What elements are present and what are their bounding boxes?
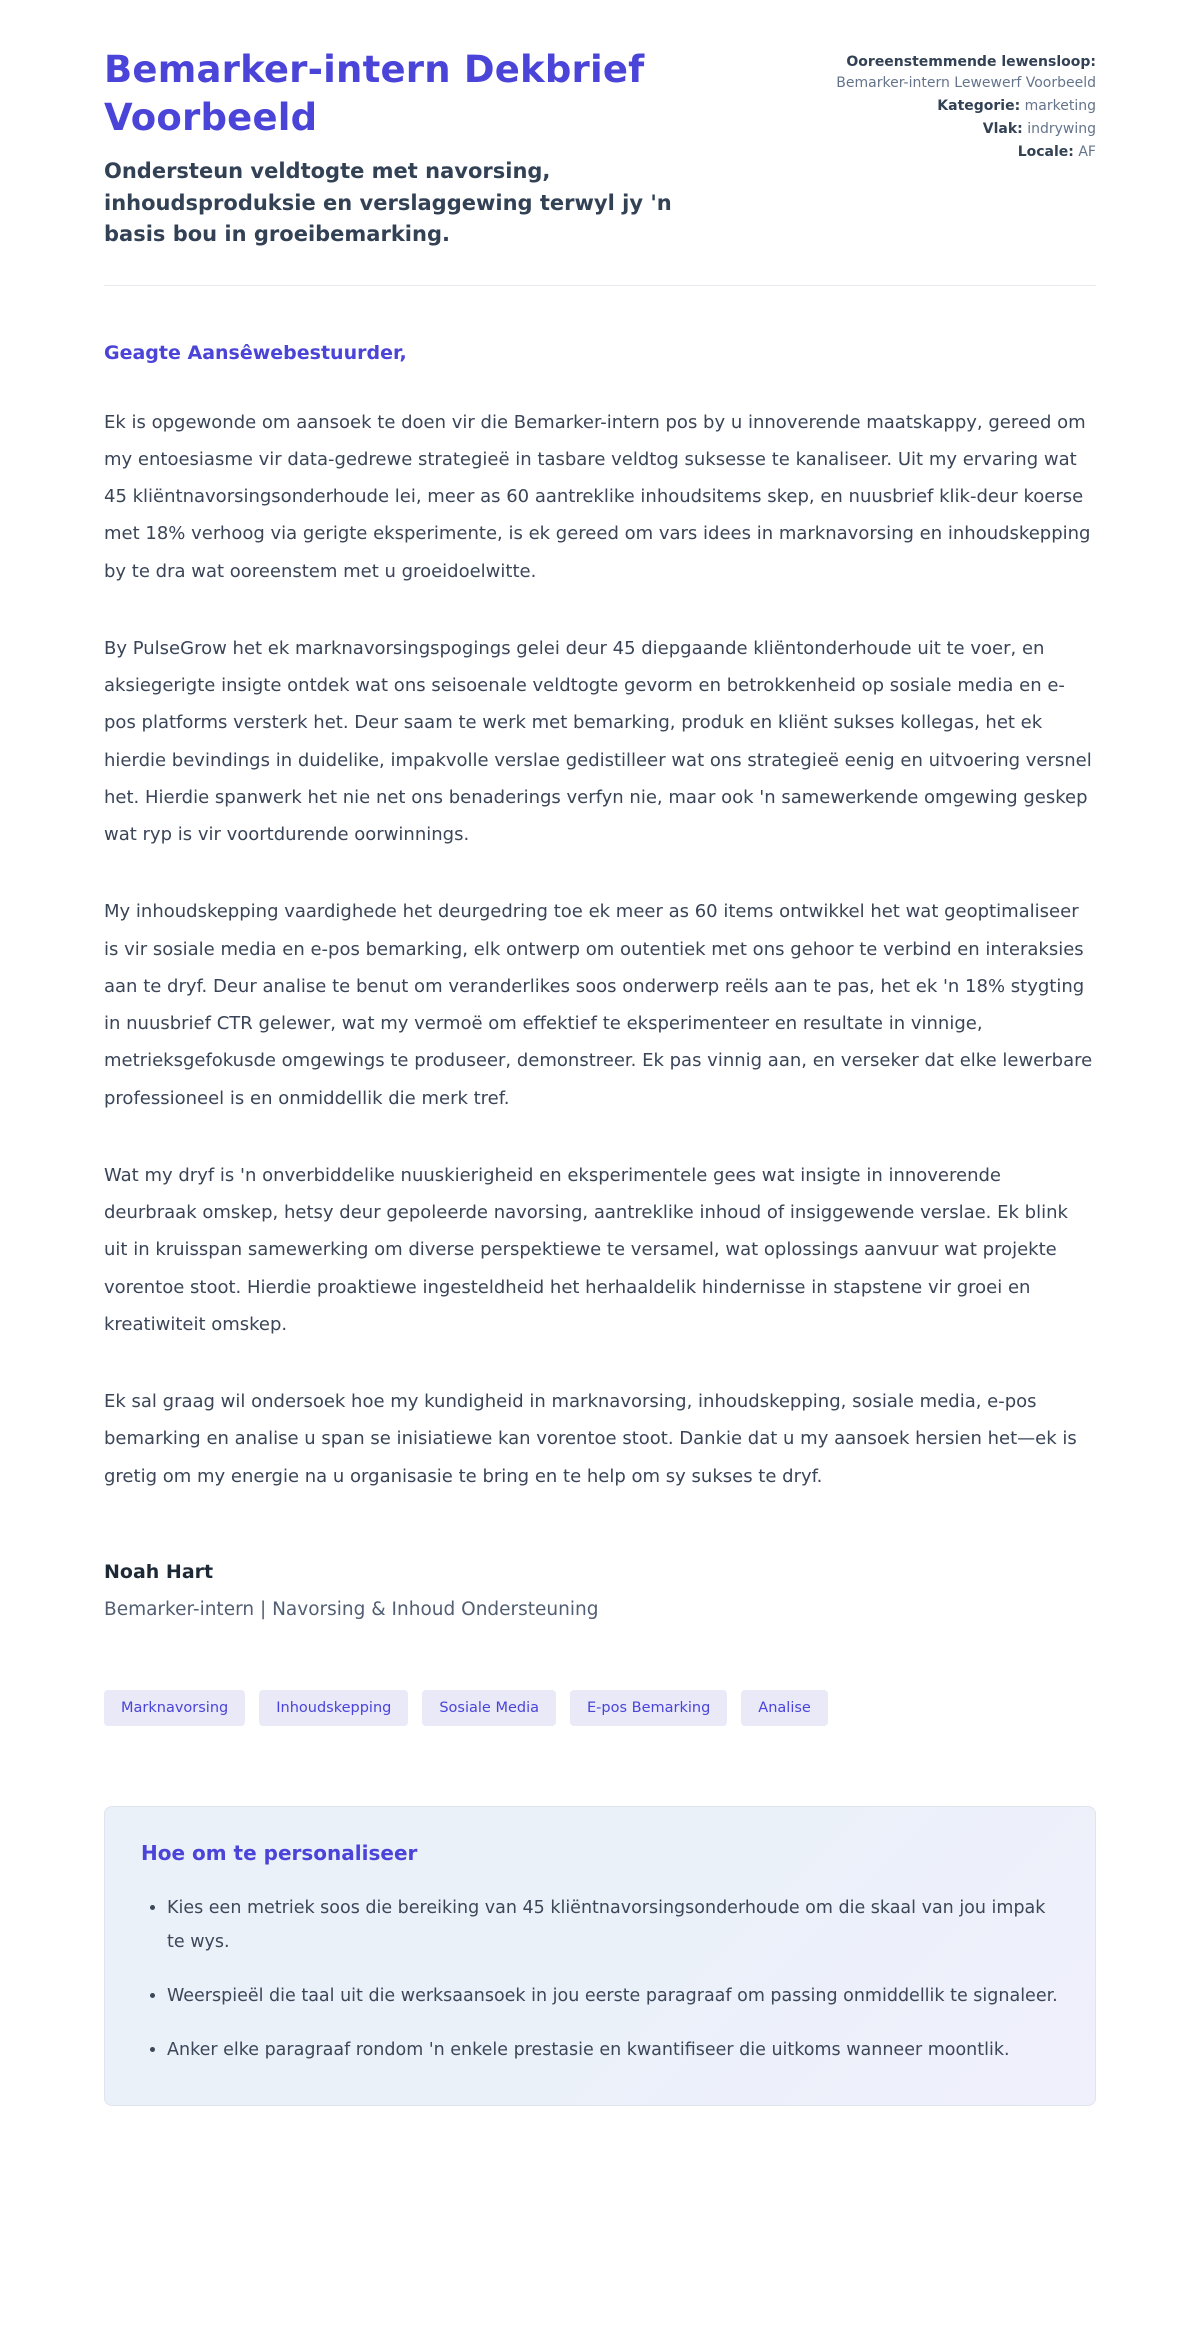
- meta-label: Vlak:: [982, 121, 1023, 137]
- meta-row: [836, 96, 1096, 117]
- letter-paragraph: Wat my dryf is 'n onverbiddelike nuuskierigheid en eksperimentele gees wat insigte in innoverende deurbraak omskep, hetsy deur gepoleerde navorsing, aantreklike inhoud of insiggewende verslae. Ek blink uit in kruisspan samewerking om diverse perspektiewe te versamel, wat oplossings aanvuur wat projekte vorentoe stoot. Hierdie proaktiewe ingesteldheid het herhaaldelik hindernisse in stapstene vir groei en kreatiwiteit omskep.: [104, 1164, 1068, 1335]
- meta-label: Kategorie:: [937, 98, 1021, 114]
- document-meta: [836, 52, 1096, 165]
- tip-item: • Anker elke paragraaf rondom 'n enkele prestasie en kwantifiseer die uitkoms wanneer moontlik.: [167, 2033, 1059, 2067]
- letter-paragraph: My inhoudskepping vaardighede het deurgedring toe ek meer as 60 items ontwikkel het wat geoptimaliseer is vir sosiale media en e-pos bemarking, elk ontwerp om outentiek met ons gehoor te verbind en interaksies aan te dryf. Deur analise te benut om veranderlikes soos onderwerp reëls aan te pas, het ek 'n 18% stygting in nuusbrief CTR gelewer, wat my vermoë om effektief te eksperimenteer en resultate in vinnige, metrieksgefokusde omgewings te produseer, demonstreer. Ek pas vinnig aan, en verseker dat elke lewerbare professioneel is en onmiddellik die merk tref.: [104, 901, 1093, 1109]
- skill-tag: Marknavorsing: [104, 1690, 245, 1726]
- meta-value: marketing: [1024, 98, 1096, 114]
- meta-label: Ooreenstemmende lewensloop:: [846, 54, 1096, 70]
- letter-paragraph: Ek is opgewonde om aansoek te doen vir die Bemarker-intern pos by u innoverende maatskappy, gereed om my entoesiasme vir data-gedrewe strategieë in tasbare veldtog suksesse te kanaliseer. Uit my ervaring wat 45 kliëntnavorsingsonderhoude lei, meer as 60 aantreklike inhoudsitems skep, en nuusbrief klik-deur koerse met 18% verhoog via gerigte eksperimente, is ek gereed om vars idees in marknavorsing en inhoudskepping by te dra wat ooreenstem met u groeidoelwitte.: [104, 411, 1091, 582]
- meta-value: AF: [1078, 144, 1096, 160]
- document-header: [104, 46, 1096, 251]
- header-title-block: [104, 46, 764, 251]
- letter-paragraph: Ek sal graag wil ondersoek hoe my kundigheid in marknavorsing, inhoudskepping, sosiale media, e-pos bemarking en analise u span se inisiatiewe kan vorentoe stoot. Dankie dat u my aansoek hersien het—ek is gretig om my energie na u organisasie te bring en te help om sy sukses te dryf.: [104, 1391, 1077, 1487]
- meta-label: Locale:: [1017, 144, 1074, 160]
- meta-value: indrywing: [1027, 121, 1096, 137]
- signature-role: Bemarker-intern | Navorsing & Inhoud Ondersteuning: [104, 1598, 599, 1620]
- tip-item: • Weerspieël die taal uit die werksaansoek in jou eerste paragraaf om passing onmiddellik te signaleer.: [167, 1979, 1059, 2013]
- page-title: Bemarker-intern Dekbrief Voorbeeld: [104, 48, 645, 140]
- skill-tag: E-pos Bemarking: [570, 1690, 727, 1726]
- signature-name: Noah Hart: [104, 1560, 214, 1583]
- document-page: [104, 0, 1096, 2154]
- personalization-tips-box: [104, 1806, 1096, 2107]
- header-divider: [104, 285, 1096, 286]
- meta-value: Bemarker-intern Lewewerf Voorbeeld: [836, 75, 1096, 91]
- meta-row: [836, 52, 1096, 94]
- skill-tag: Analise: [741, 1690, 828, 1726]
- cover-letter-body: [104, 342, 1096, 1620]
- skill-tags: [104, 1690, 1096, 1726]
- skill-tag: Inhoudskepping: [259, 1690, 408, 1726]
- meta-row: [836, 142, 1096, 163]
- page-subtitle: Ondersteun veldtogte met navorsing, inhoudsproduksie en verslaggewing terwyl jy 'n basis bou in groeibemarking.: [104, 159, 672, 247]
- letter-greeting: Geagte Aansêwebestuurder,: [104, 341, 407, 364]
- skill-tag: Sosiale Media: [422, 1690, 556, 1726]
- tips-list: [141, 1891, 1059, 2068]
- meta-row: [836, 119, 1096, 140]
- tips-title: Hoe om te personaliseer: [141, 1840, 418, 1865]
- letter-paragraph: By PulseGrow het ek marknavorsingspogings gelei deur 45 diepgaande kliëntonderhoude uit te voer, en aksiegerigte insigte ontdek wat ons seisoenale veldtogte gevorm en betrokkenheid op sosiale media en e-pos platforms versterk het. Deur saam te werk met bemarking, produk en kliënt sukses kollegas, het ek hierdie bevindings in duidelike, impakvolle verslae gedistilleer wat ons strategieë eenig en uitvoering versnel het. Hierdie spanwerk het nie net ons benaderings verfyn nie, maar ook 'n samewerkende omgewing geskep wat ryp is vir voortdurende oorwinnings.: [104, 637, 1092, 846]
- letter-paragraphs: [104, 404, 1096, 1495]
- tip-item: • Kies een metriek soos die bereiking van 45 kliëntnavorsingsonderhoude om die skaal van jou impak te wys.: [167, 1891, 1059, 1959]
